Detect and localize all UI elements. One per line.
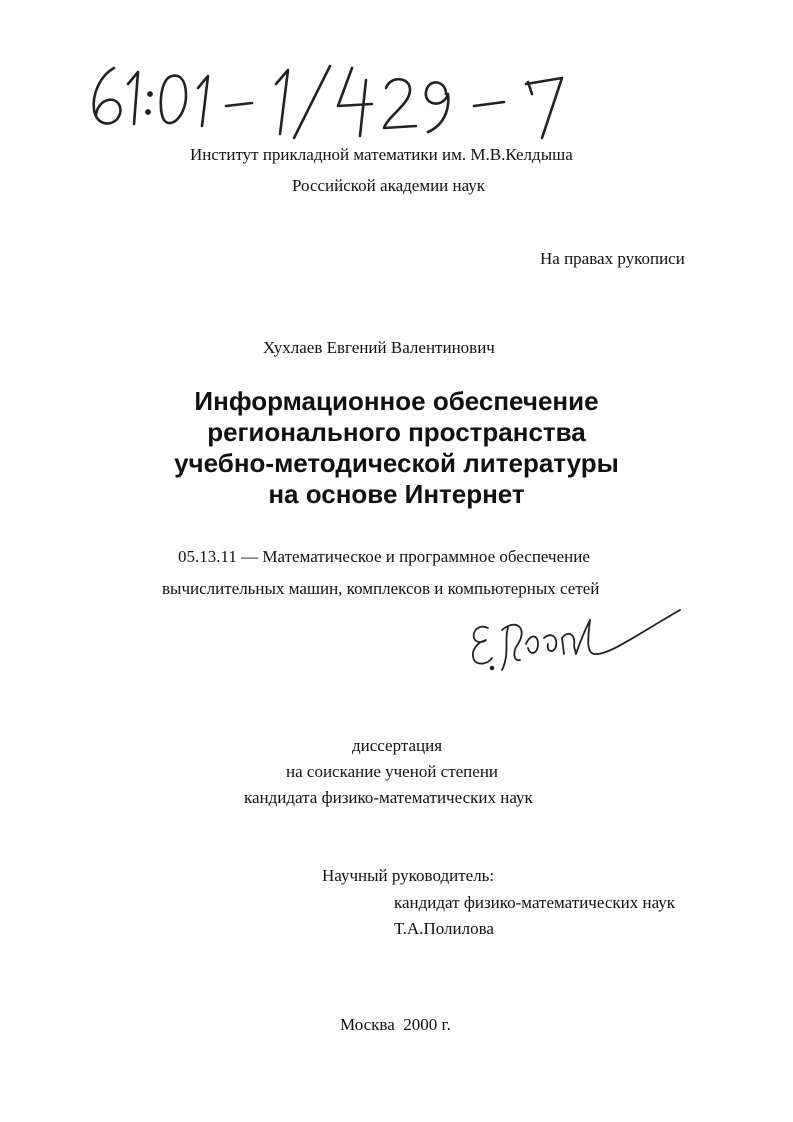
institute-name: Институт прикладной математики им. М.В.Келдыша xyxy=(190,145,573,164)
author-signature xyxy=(458,598,688,680)
degree-purpose: на соискание ученой степени xyxy=(286,762,499,781)
title-line: Информационное обеспечение xyxy=(194,386,599,416)
title-line: регионального пространства xyxy=(207,417,586,447)
manuscript-rights-note: На правах рукописи xyxy=(540,249,685,268)
supervisor-label: Научный руководитель: xyxy=(322,866,495,885)
author-name: Хухлаев Евгений Валентинович xyxy=(263,338,495,357)
title-line: на основе Интернет xyxy=(268,479,525,509)
specialty-code-line: 05.13.11 — Математическое и программное обеспечение xyxy=(178,547,590,566)
document-type: диссертация xyxy=(352,736,443,755)
title-line: учебно-методической литературы xyxy=(174,448,619,478)
degree-title: кандидата физико-математических наук xyxy=(244,788,533,807)
supervisor-degree: кандидат физико-математических наук xyxy=(394,893,676,912)
specialty-description-line: вычислительных машин, комплексов и компьютерных сетей xyxy=(162,579,600,598)
place-and-year: Москва 2000 г. xyxy=(340,1015,451,1034)
archive-number-handwritten xyxy=(80,54,600,144)
supervisor-name: Т.А.Полилова xyxy=(394,919,494,938)
institute-affiliation: Российской академии наук xyxy=(292,176,486,195)
dissertation-title xyxy=(0,386,793,510)
